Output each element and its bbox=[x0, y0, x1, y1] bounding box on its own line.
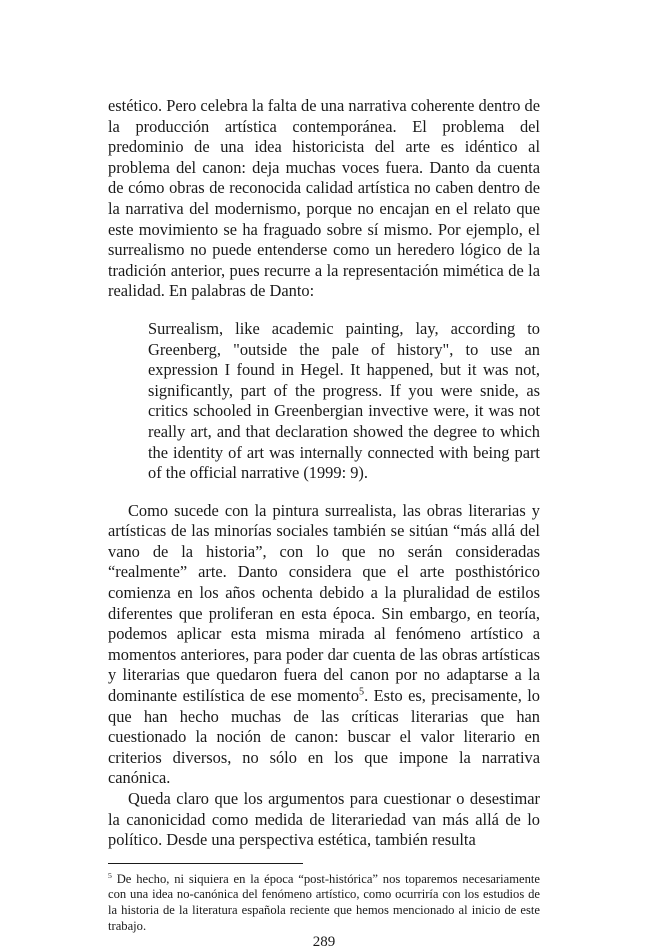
paragraph-2 bbox=[108, 501, 540, 789]
footnote-text: De hecho, ni siquiera en la época “post-histórica” nos toparemos necesariamente con una idea no-canónica del fenómeno artístico, como ocurriría con los estudios de la historia de la literatura española reciente que hemos mencionado al inicio de este trabajo. bbox=[108, 871, 540, 933]
block-quote bbox=[148, 319, 540, 484]
footnote-5 bbox=[108, 872, 540, 934]
footnote bbox=[108, 872, 540, 934]
footnote-separator bbox=[108, 863, 303, 864]
quote-text: Surrealism, like academic painting, lay, according to Greenberg, "outside the pale of history", to use an expression I found in Hegel. It happened, but it was not, significantly, part of the progress. If you were snide, as critics schooled in Greenbergian invective were, it was not really art, and that declaration showed the degree to which the identity of art was internally connected with being part of the official narrative (1999: 9). bbox=[148, 318, 540, 483]
page-number: 289 bbox=[312, 934, 336, 951]
paragraph-2-text-a: Como sucede con la pintura surrealista, las obras literarias y artísticas de las minorías sociales también se sitúan “más allá del vano de la historia”, con lo que no serán consideradas “realmente” arte. Danto considera que el arte posthistórico comienza en los años ochenta debido a la pluralidad de estilos diferentes que proliferan en esta época. Sin embargo, en teoría, podemos aplicar esta misma mirada al fenómeno artístico a momentos anteriores, para poder dar cuenta de las obras artísticas y literarias que quedaron fuera del canon por no adaptarse a la dominante estilística de ese momento bbox=[108, 500, 540, 706]
footnote-number: 5 bbox=[108, 870, 112, 880]
paragraph-2-text-b: . Esto es, precisamente, lo que han hecho muchas de las críticas literarias que han cuestionado la noción de canon: buscar el valor literario en criterios diversos, no sólo en los que impone la narrativa canónica. bbox=[108, 686, 540, 788]
paragraph-1: estético. Pero celebra la falta de una narrativa coherente dentro de la producción artística contemporánea. El problema del predominio de una idea historicista del arte es idéntico al problema del canon: deja muchas voces fuera. Danto da cuenta de cómo obras de reconocida calidad artística no caben dentro de la narrativa del modernismo, porque no encajan en el relato que este movimiento se ha fraguado sobre sí mismo. Por ejemplo, el surrealismo no puede entenderse como un heredero lógico de la tradición anterior, pues recurre a la representación mimética de la realidad. En palabras de Danto: bbox=[108, 96, 540, 301]
document-page bbox=[108, 96, 540, 951]
body-text bbox=[108, 96, 540, 851]
paragraph-3: Queda claro que los argumentos para cuestionar o desestimar la canonicidad como medida de literariedad van más allá de lo político. Desde una perspectiva estética, también resulta bbox=[108, 789, 540, 850]
footnote-reference: 5 bbox=[359, 686, 365, 698]
